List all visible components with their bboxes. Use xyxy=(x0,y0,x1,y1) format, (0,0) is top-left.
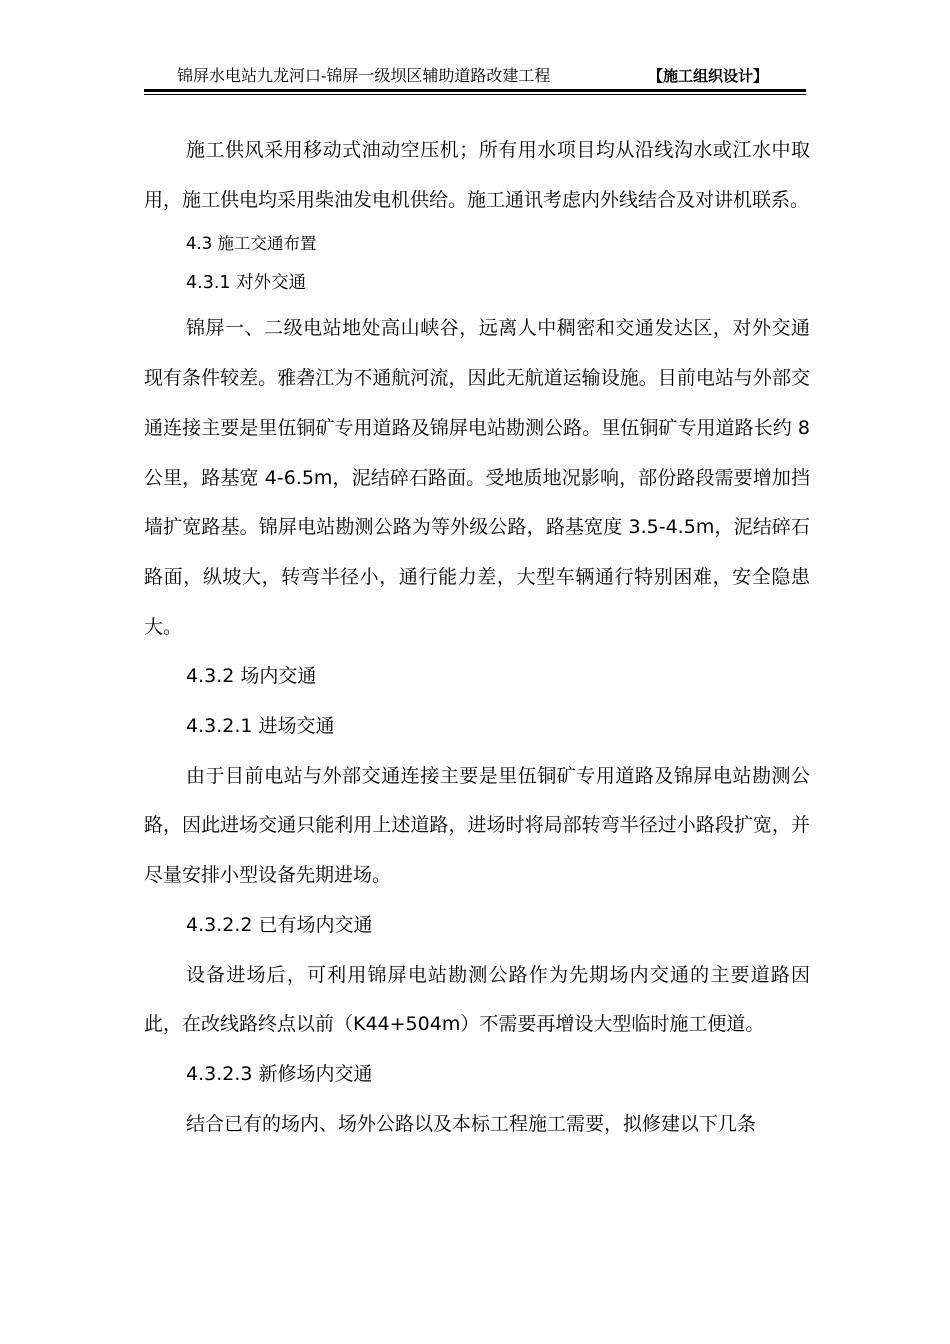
heading-4-3: 4.3 施工交通布置 xyxy=(186,234,317,254)
paragraph-existing-traffic: 设备进场后，可利用锦屏电站勘测公路作为先期场内交通的主要道路因此，在改线路终点以前（K44+504m）不需要再增设大型临时施工便道。 xyxy=(144,963,810,1036)
page-header xyxy=(144,64,806,88)
paragraph-entry-traffic: 由于目前电站与外部交通连接主要是里伍铜矿专用道路及锦屏电站勘测公路，因此进场交通只能利用上述道路，进场时将局部转弯半径过小路段扩宽，并尽量安排小型设备先期进场。 xyxy=(144,764,810,887)
header-document-type: 【施工组织设计】 xyxy=(647,67,768,85)
heading-4-3-2: 4.3.2 场内交通 xyxy=(186,665,317,688)
header-rule-thin xyxy=(144,94,806,95)
heading-4-3-2-2: 4.3.2.2 已有场内交通 xyxy=(186,913,373,936)
heading-4-3-2-3: 4.3.2.3 新修场内交通 xyxy=(186,1062,373,1085)
document-body xyxy=(144,126,810,1149)
heading-4-3-2-1: 4.3.2.1 进场交通 xyxy=(186,715,335,738)
paragraph-external-traffic: 锦屏一、二级电站地处高山峡谷，远离人中稠密和交通发达区，对外交通现有条件较差。雅砻江为不通航河流，因此无航道运输设施。目前电站与外部交通连接主要是里伍铜矿专用道路及锦屏电站勘测公路。里伍铜矿专用道路长约 8 公里，路基宽 4-6.5m，泥结碎石路面。受地质地况影响，部份路段需要增加挡墙扩宽路基。锦屏电站勘测公路为等外级公路，路基宽度 3.5-4.5m，泥结碎石路面，纵坡大，转弯半径小，通行能力差，大型车辆通行特别困难，安全隐患大。 xyxy=(144,317,810,638)
paragraph-supply: 施工供风采用移动式油动空压机；所有用水项目均从沿线沟水或江水中取用，施工供电均采用柴油发电机供给。施工通讯考虑内外线结合及对讲机联系。 xyxy=(144,139,810,211)
heading-4-3-1: 4.3.1 对外交通 xyxy=(186,273,307,294)
paragraph-new-traffic: 结合已有的场内、场外公路以及本标工程施工需要，拟修建以下几条 xyxy=(186,1112,757,1135)
header-project-title: 锦屏水电站九龙河口-锦屏一级坝区辅助道路改建工程 xyxy=(177,66,551,85)
header-rule-thick xyxy=(144,89,806,92)
